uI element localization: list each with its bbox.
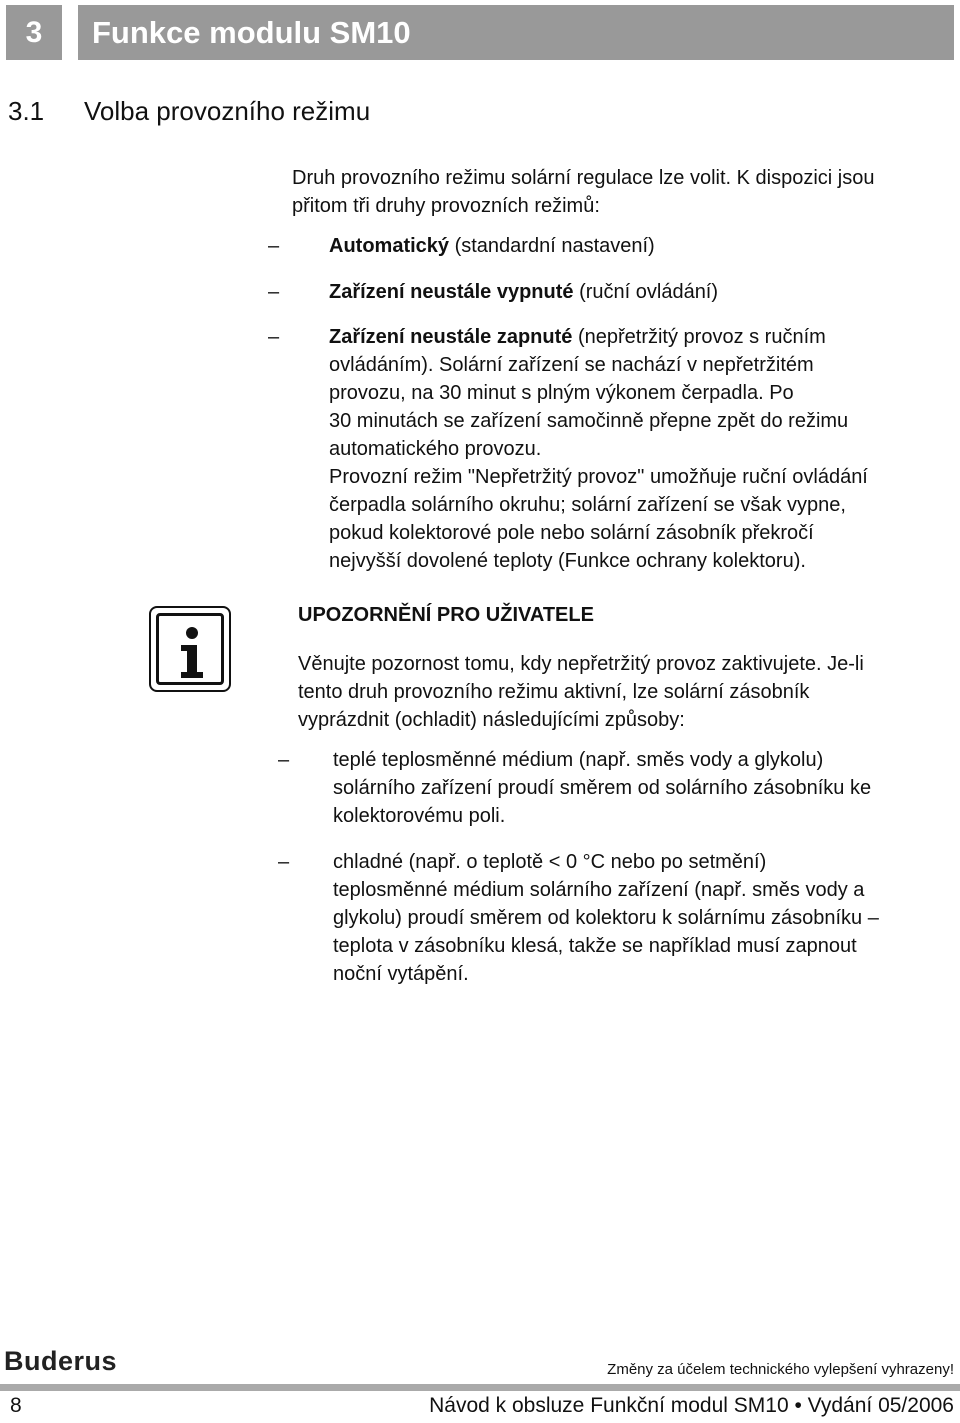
mode-1-dash: – [268, 235, 280, 257]
mode-item-automatic [329, 232, 949, 260]
chapter-title: Funkce modulu SM10 [78, 5, 954, 60]
note-bullet-2-line: glykolu) proudí směrem od kolektoru k solárnímu zásobníku – [333, 907, 879, 929]
mode-item-on [329, 323, 949, 575]
note-bullet-2-dash: – [278, 851, 290, 873]
note-bullet-1-line: kolektorovému poli. [333, 805, 506, 827]
note-line-2: tento druh provozního režimu aktivní, lze solární zásobník [298, 681, 810, 703]
section-title: Volba provozního režimu [84, 96, 371, 126]
intro-line-1: Druh provozního režimu solární regulace lze volit. K dispozici jsou [292, 167, 875, 189]
footer-notice: Změny za účelem technického vylepšení vyhrazeny! [607, 1361, 954, 1378]
note-line-1: Věnujte pozornost tomu, kdy nepřetržitý provoz zaktivujete. Je-li [298, 653, 864, 675]
mode-3-first-line [329, 323, 949, 351]
document-title: Návod k obsluze Funkční modul SM10 • Vydání 05/2006 [429, 1394, 954, 1417]
mode-3-line: pokud kolektorové pole nebo solární zásobník překročí [329, 522, 814, 544]
note-bullet-2-line: teplota v zásobníku klesá, takže se například musí zapnout [333, 935, 857, 957]
note-bullet-cold [333, 848, 948, 988]
mode-1-desc: (standardní nastavení) [449, 235, 655, 257]
mode-3-dash: – [268, 326, 280, 348]
mode-3-line: ovládáním). Solární zařízení se nachází v nepřetržitém [329, 354, 814, 376]
mode-3-name: Zařízení neustále zapnuté [329, 326, 573, 348]
mode-item-off [329, 278, 949, 306]
intro-line-2: přitom tři druhy provozních režimů: [292, 195, 600, 217]
chapter-number: 3 [6, 5, 62, 60]
mode-3-line: provozu, na 30 minut s plným výkonem čerpadla. Po [329, 382, 794, 404]
brand-logo: Buderus [4, 1346, 118, 1376]
note-line-3: vyprázdnit (ochladit) následujícími způsoby: [298, 709, 685, 731]
info-icon [149, 606, 231, 692]
note-bullet-1-dash: – [278, 749, 290, 771]
page-number: 8 [10, 1394, 22, 1417]
note-bullet-2-line: chladné (např. o teplotě < 0 °C nebo po setmění) [333, 851, 767, 873]
note-bullet-1-line: solárního zařízení proudí směrem od solárního zásobníku ke [333, 777, 872, 799]
note-bullet-warm [333, 746, 948, 830]
mode-3-desc: (nepřetržitý provoz s ručním [572, 326, 826, 348]
section-number: 3.1 [8, 96, 45, 126]
mode-3-line: nejvyšší dovolené teploty (Funkce ochrany kolektoru). [329, 550, 806, 572]
footer-divider [0, 1384, 960, 1391]
mode-3-line: automatického provozu. [329, 438, 542, 460]
note-bullet-2-line: teplosměnné médium solárního zařízení (např. směs vody a [333, 879, 865, 901]
mode-3-line: Provozní režim "Nepřetržitý provoz" umožňuje ruční ovládání [329, 466, 868, 488]
mode-1-name: Automatický [329, 235, 450, 257]
note-bullet-1-line: teplé teplosměnné médium (např. směs vody a glykolu) [333, 749, 824, 771]
note-title: UPOZORNĚNÍ PRO UŽIVATELE [298, 604, 594, 626]
mode-2-dash: – [268, 281, 280, 303]
note-bullet-2-line: noční vytápění. [333, 963, 469, 985]
mode-3-line: 30 minutách se zařízení samočinně přepne zpět do režimu [329, 410, 849, 432]
mode-3-line: čerpadla solárního okruhu; solární zařízení se však vypne, [329, 494, 846, 516]
mode-2-desc: (ruční ovládání) [573, 281, 719, 303]
mode-2-name: Zařízení neustále vypnuté [329, 281, 574, 303]
